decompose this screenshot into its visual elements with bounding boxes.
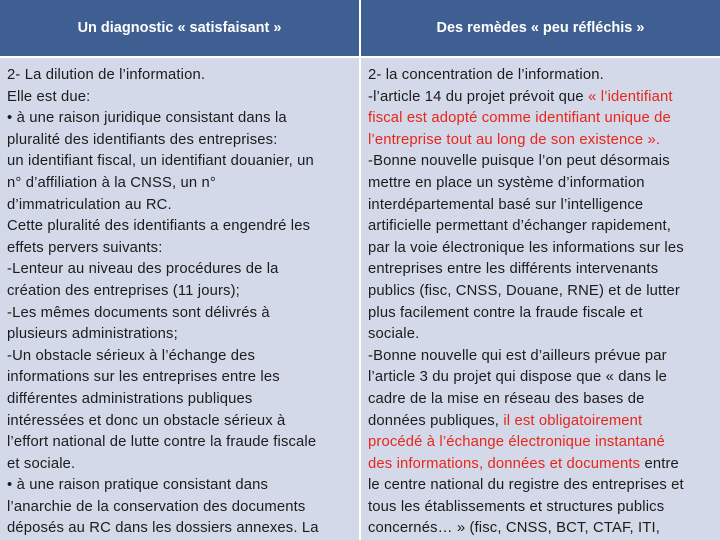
- left-line: plusieurs administrations;: [7, 326, 178, 343]
- right-line: par la voie électronique les informations sur les: [368, 239, 684, 256]
- right-text: données publiques,: [368, 412, 504, 429]
- left-line: -Les mêmes documents sont délivrés à: [7, 304, 270, 321]
- right-line: concernés… » (fisc, CNSS, BCT, CTAF, ITI,: [368, 520, 661, 537]
- right-line: plus facilement contre la fraude fiscale et: [368, 304, 643, 321]
- left-line: Cette pluralité des identifiants a engendré les: [7, 218, 311, 235]
- left-line: n° d’affiliation à la CNSS, un n°: [7, 174, 216, 191]
- header-right: Des remèdes « peu réfléchis »: [361, 0, 720, 58]
- right-text: entre: [640, 455, 679, 472]
- highlight-text: il est obligatoirement: [503, 412, 643, 429]
- left-line: informations sur les entreprises entre les: [7, 369, 280, 386]
- left-line: 2- La dilution de l’information.: [7, 67, 206, 83]
- highlight-line: fiscal est adopté comme identifiant unique de: [368, 110, 671, 127]
- left-line: intéressées et donc un obstacle sérieux à: [7, 412, 286, 429]
- right-line: le centre national du registre des entreprises et: [368, 477, 684, 494]
- left-line: création des entreprises (11 jours);: [7, 282, 240, 299]
- left-line: • à une raison pratique consistant dans: [7, 477, 269, 494]
- right-line: [368, 454, 716, 476]
- right-line: 2- la concentration de l’information.: [368, 67, 604, 83]
- right-line: l’article 3 du projet qui dispose que « dans le: [368, 369, 668, 386]
- right-line: -Bonne nouvelle puisque l’on peut désormais: [368, 153, 670, 170]
- right-line: artificielle permettant d’échanger rapidement,: [368, 218, 671, 235]
- header-left: Un diagnostic « satisfaisant »: [0, 0, 359, 58]
- left-line: -Un obstacle sérieux à l’échange des: [7, 347, 256, 364]
- highlight-text: « l’identifiant: [588, 88, 673, 105]
- left-line: Elle est due:: [7, 88, 91, 105]
- left-line: pluralité des identifiants des entreprises:: [7, 131, 278, 148]
- right-line: -Bonne nouvelle qui est d’ailleurs prévue par: [368, 347, 667, 364]
- right-line: sociale.: [368, 326, 420, 343]
- left-line: effets pervers suivants:: [7, 239, 163, 256]
- highlight-line: l’entreprise tout au long de son existence ».: [368, 131, 661, 148]
- right-line: [368, 87, 716, 109]
- left-line: un identifiant fiscal, un identifiant douanier, un: [7, 153, 314, 170]
- right-line: entreprises entre les différents intervenants: [368, 261, 659, 278]
- right-line: mettre en place un système d’information: [368, 174, 645, 191]
- left-line: déposés au RC dans les dossiers annexes. La: [7, 520, 319, 537]
- right-cell: [361, 58, 720, 540]
- right-text: -l’article 14 du projet prévoit que: [368, 88, 589, 105]
- right-line: [368, 411, 716, 433]
- left-line: -Lenteur au niveau des procédures de la: [7, 261, 279, 278]
- left-line: d’immatriculation au RC.: [7, 196, 172, 213]
- right-line: cadre de la mise en réseau des bases de: [368, 390, 645, 407]
- left-line: différentes administrations publiques: [7, 390, 253, 407]
- left-cell: [0, 58, 359, 540]
- right-line: tous les établissements et structures publics: [368, 498, 665, 515]
- left-line: • à une raison juridique consistant dans la: [7, 110, 287, 127]
- right-line: interdépartemental basé sur l’intelligence: [368, 196, 644, 213]
- left-line: l’anarchie de la conservation des documents: [7, 498, 306, 515]
- left-line: et sociale.: [7, 455, 76, 472]
- highlight-text: des informations, données et documents: [368, 455, 641, 472]
- left-line: l’effort national de lutte contre la fraude fiscale: [7, 434, 317, 451]
- highlight-line: procédé à l’échange électronique instantané: [368, 434, 665, 451]
- right-line: publics (fisc, CNSS, Douane, RNE) et de lutter: [368, 282, 680, 299]
